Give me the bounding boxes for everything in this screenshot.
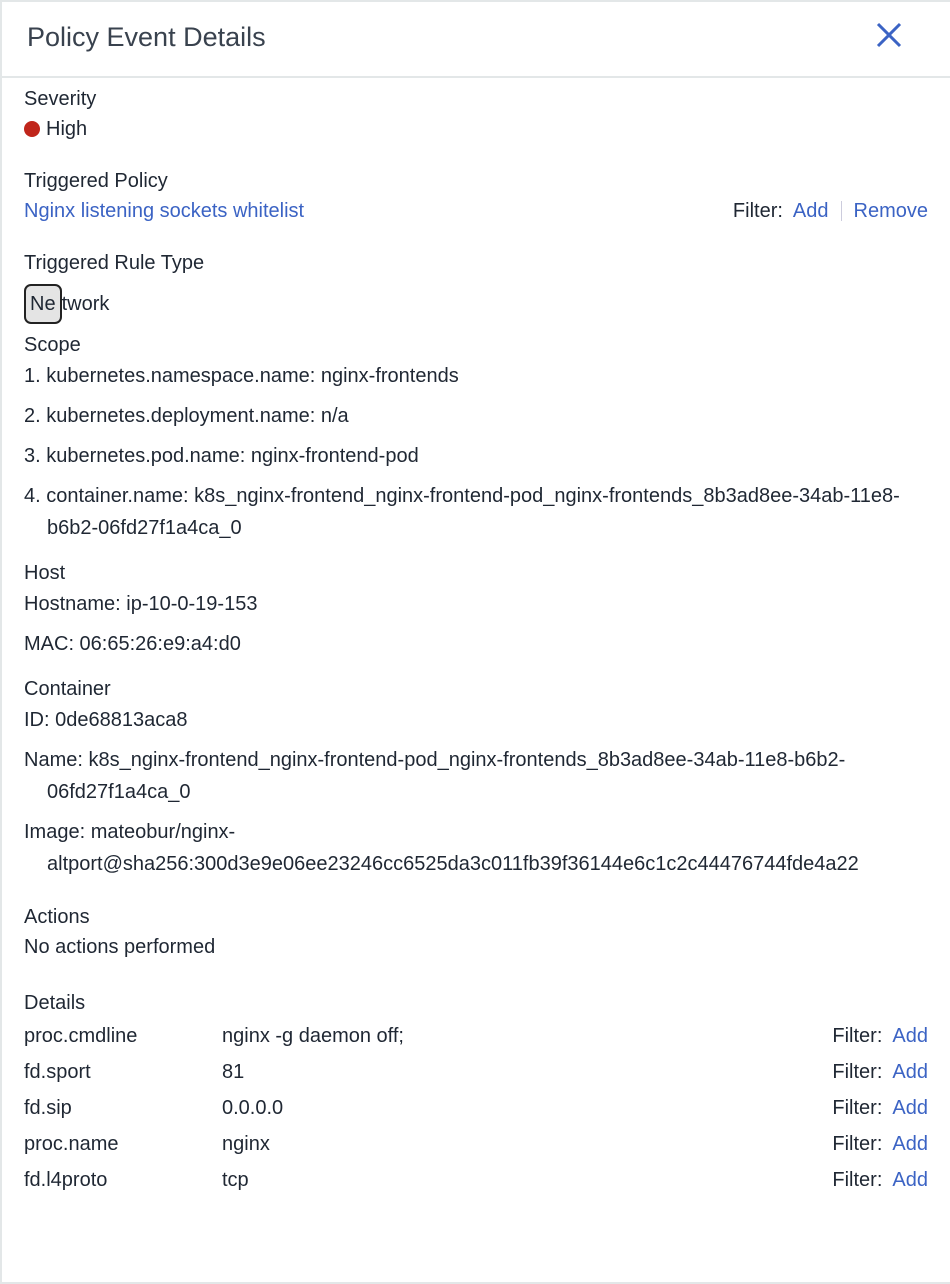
- details-row: [24, 1090, 928, 1126]
- details-key: proc.name: [24, 1133, 119, 1155]
- filter-label: Filter:: [732, 200, 783, 222]
- actions-value: No actions performed: [24, 936, 216, 958]
- scope-heading: Scope: [24, 334, 81, 356]
- rule-type-rest: twork: [61, 293, 110, 315]
- rule-type-badge: Ne: [24, 284, 62, 324]
- container-heading: Container: [24, 678, 111, 700]
- details-heading: Details: [24, 992, 86, 1014]
- container-image-line1: Image: mateobur/nginx-: [24, 821, 236, 843]
- container-image-line2: altport@sha256:300d3e9e06ee23246cc6525da3c011fb39f36144e6c1c2c44476744fde4a22: [47, 853, 859, 875]
- scope-item: 3. kubernetes.pod.name: nginx-frontend-pod: [24, 445, 419, 467]
- scope-section: [24, 330, 928, 544]
- severity-value: High: [46, 118, 88, 140]
- actions-section: [24, 902, 928, 962]
- details-value: nginx -g daemon off;: [222, 1025, 404, 1047]
- policy-section: [24, 166, 928, 226]
- divider: [841, 201, 842, 221]
- host-section: [24, 558, 928, 660]
- severity-section: [24, 84, 928, 144]
- policy-heading: Triggered Policy: [24, 170, 168, 192]
- details-row: [24, 1054, 928, 1090]
- details-key: proc.cmdline: [24, 1025, 138, 1047]
- details-key: fd.sport: [24, 1061, 91, 1083]
- filter-add-link[interactable]: Add: [892, 1169, 928, 1191]
- filter-label: Filter:: [832, 1133, 883, 1155]
- filter-add-link[interactable]: Add: [792, 200, 829, 222]
- host-heading: Host: [24, 562, 66, 584]
- severity-heading: Severity: [24, 88, 97, 110]
- details-key: fd.sip: [24, 1097, 72, 1119]
- details-row: [24, 1126, 928, 1162]
- rule-type-section: [24, 248, 928, 324]
- container-id: ID: 0de68813aca8: [24, 709, 188, 731]
- policy-link[interactable]: Nginx listening sockets whitelist: [24, 200, 305, 222]
- details-value: nginx: [222, 1133, 270, 1155]
- container-image: [24, 816, 928, 880]
- filter-add-link[interactable]: Add: [892, 1025, 928, 1047]
- filter-add-link[interactable]: Add: [892, 1097, 928, 1119]
- filter-label: Filter:: [832, 1097, 883, 1119]
- details-row: [24, 1018, 928, 1054]
- actions-heading: Actions: [24, 906, 90, 928]
- filter-label: Filter:: [832, 1169, 883, 1191]
- details-section: [24, 988, 928, 1198]
- mac-address: MAC: 06:65:26:e9:a4:d0: [24, 633, 241, 655]
- hostname: Hostname: ip-10-0-19-153: [24, 593, 258, 615]
- details-row: [24, 1162, 928, 1198]
- container-name: Name: k8s_nginx-frontend_nginx-frontend-pod_nginx-frontends_8b3ad8ee-34ab-11e8-b6b2-06fd27f1a4ca_0: [24, 749, 846, 803]
- severity-dot-icon: [24, 121, 40, 137]
- details-value: tcp: [222, 1169, 249, 1191]
- scope-item: 4. container.name: k8s_nginx-frontend_nginx-frontend-pod_nginx-frontends_8b3ad8ee-34ab-11e8-b6b2-06fd27f1a4ca_0: [24, 485, 900, 539]
- details-value: 81: [222, 1061, 245, 1083]
- filter-label: Filter:: [832, 1061, 883, 1083]
- panel-header: [2, 2, 950, 78]
- details-value: 0.0.0.0: [222, 1097, 284, 1119]
- filter-add-link[interactable]: Add: [892, 1133, 928, 1155]
- filter-add-link[interactable]: Add: [892, 1061, 928, 1083]
- scope-item: 1. kubernetes.namespace.name: nginx-frontends: [24, 365, 459, 387]
- page-title: Policy Event Details: [27, 22, 266, 52]
- container-section: [24, 674, 928, 880]
- scope-item: 2. kubernetes.deployment.name: n/a: [24, 405, 349, 427]
- details-key: fd.l4proto: [24, 1169, 108, 1191]
- rule-type-heading: Triggered Rule Type: [24, 252, 205, 274]
- filter-remove-link[interactable]: Remove: [853, 200, 928, 222]
- close-icon[interactable]: [874, 20, 904, 50]
- filter-label: Filter:: [832, 1025, 883, 1047]
